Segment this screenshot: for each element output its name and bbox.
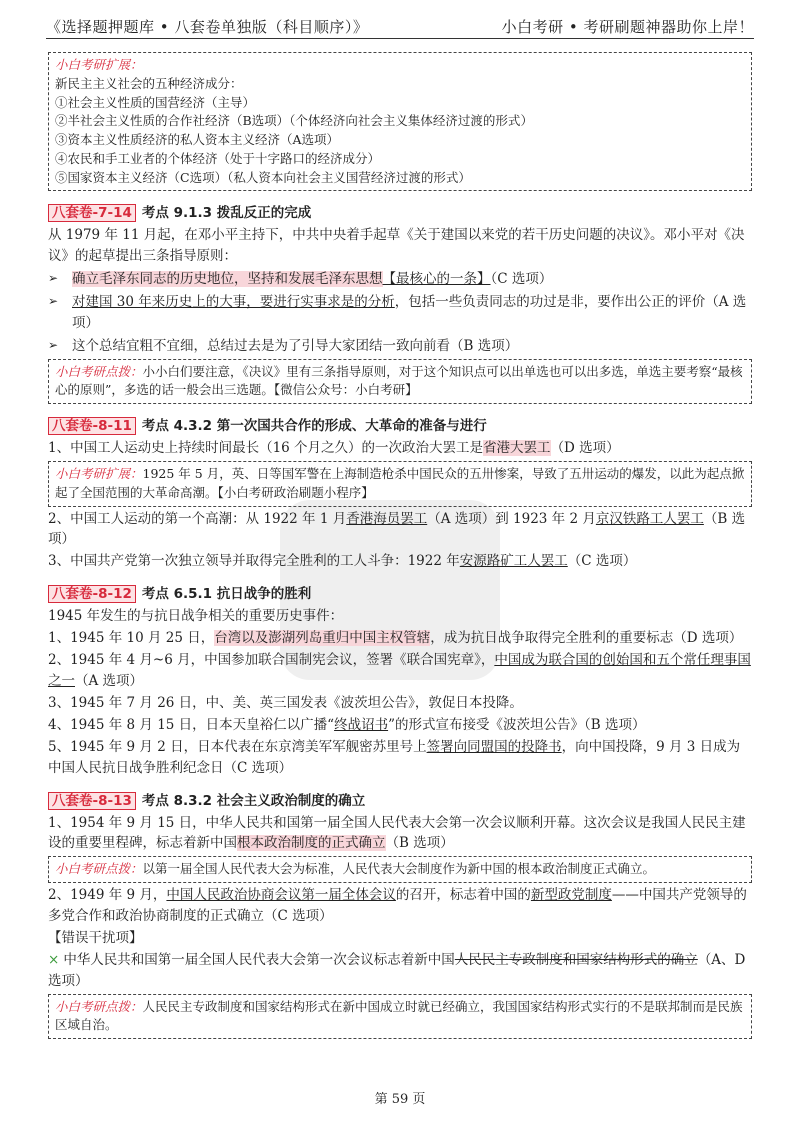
underlined-text: 对建国 30 年来历史上的大事，要进行实事求是的分析: [72, 293, 395, 310]
note-text: 小小白们要注意，《决议》里有三条指导原则，对于这个知识点可以出单选也可以出多选，单选主要考察“最核心的原则”，多选的话一般会出三选题。【微信公众号：小白考研】: [55, 363, 743, 398]
section-intro: 从 1979 年 11 月起，在邓小平主持下，中共中央着手起草《关于建国以来党的若干历史问题的决议》。邓小平对《决议》的起草提出三条指导原则：: [48, 227, 745, 265]
section-title: 考点 8.3.2 社会主义政治制度的确立: [141, 792, 366, 809]
fact-line: [48, 885, 752, 927]
section-tag: 八套卷-8-11: [48, 417, 136, 435]
line-text: ”的形式宣布接受《波茨坦公告》（B 选项）: [388, 716, 646, 733]
underlined-text: 签署向同盟国的投降书: [426, 738, 562, 755]
wrong-options-heading: 【错误干扰项】: [48, 929, 143, 946]
note-tag: 小白考研点拨：: [55, 861, 143, 877]
option-label: （D 选项）: [550, 440, 620, 457]
arrow-icon: ➢: [48, 271, 59, 286]
note-tag: 小白考研点拨：: [55, 998, 143, 1014]
fact-line: [48, 551, 752, 572]
highlight-text: 确立毛泽东同志的历史地位，坚持和发展毛泽东思想: [72, 271, 383, 288]
fact-line: 3、1945 年 7 月 26 日，中、美、英三国发表《波茨坦公告》，敦促日本投降。: [48, 694, 523, 711]
note-title: 新民主主义社会的五种经济成分：: [55, 75, 243, 91]
option-label: （C 选项）: [567, 553, 637, 570]
note-tag: 小白考研扩展：: [55, 466, 143, 482]
underlined-text: 新型政党制度: [530, 887, 612, 904]
underlined-text: 京汉铁路工人罢工: [595, 510, 704, 527]
section-title: 考点 6.5.1 抗日战争的胜利: [141, 586, 312, 603]
tip-note: [48, 359, 752, 405]
line-text: 4、1945 年 8 月 15 日，日本天皇裕仁以广播“: [48, 716, 335, 733]
line-text: ，成为抗日战争取得完全胜利的重要标志（D 选项）: [430, 630, 743, 647]
option-label: （A、D 选项）: [48, 951, 746, 989]
wrong-option-line: [48, 950, 752, 992]
section-tag: 八套卷-7-14: [48, 204, 136, 222]
line-text: 5、1945 年 9 月 2 日，日本代表在东京湾美军军舰密苏里号上: [48, 738, 427, 755]
fact-line: [48, 715, 752, 736]
underlined-text: 终战诏书: [334, 716, 389, 733]
economy-components-note: [48, 52, 752, 191]
line-text: 中华人民共和国第一届全国人民代表大会第一次会议标志着新中国: [63, 951, 455, 968]
fact-line: [48, 628, 752, 649]
struck-text: 人民民主专政制度和国家结构形式的确立: [454, 951, 698, 968]
header-left-title: 《选择题押题库 • 八套卷单独版（科目顺序）》: [46, 18, 369, 36]
section-8-12: [48, 584, 752, 778]
section-heading: [48, 791, 752, 812]
underlined-text: 安源路矿工人罢工: [459, 553, 568, 570]
line-text: 2、1949 年 9 月，: [48, 887, 167, 904]
fact-line: [48, 438, 752, 459]
principle-bullet: [48, 336, 752, 357]
principle-bullet: [48, 292, 752, 334]
note-text: 以第一届全国人民代表大会为标准，人民代表大会制度作为新中国的根本政治制度正式确立。: [142, 861, 656, 877]
note-item: ④农民和手工业者的个体经济（处于十字路口的经济成分）: [55, 150, 381, 166]
note-item: ③资本主义性质经济的私人资本主义经济（A选项）: [55, 132, 340, 147]
note-tag: 小白考研扩展：: [55, 57, 143, 72]
fact-line: [48, 813, 752, 855]
line-text: 3、中国共产党第一次独立领导并取得完全胜利的工人斗争：1922 年: [48, 553, 460, 570]
extension-note: [48, 461, 752, 507]
page-content: [48, 50, 752, 1041]
highlight-text: 台湾以及澎湖列岛重归中国主权管辖: [214, 630, 431, 647]
principle-bullet: [48, 269, 752, 290]
core-tag: 【最核心的一条】: [382, 271, 491, 288]
underlined-text: 香港海员罢工: [346, 510, 428, 527]
option-label: （B 选项）: [48, 510, 746, 548]
note-text: 1925 年 5 月，英、日等国军警在上海制造枪杀中国民众的五卅惨案，导致了五卅运动的爆发，以此为起点掀起了全国范围的大革命高潮。【小白考研政治刷题小程序】: [55, 466, 745, 500]
section-intro: 1945 年发生的与抗日战争相关的重要历史事件：: [48, 608, 344, 625]
page-number: 第 59 页: [374, 1092, 426, 1107]
line-text: ——中国共产党领导的多党合作和政治协商制度的正式确立（C 选项）: [48, 887, 747, 925]
bullet-text: ，包括一些负责同志的功过是非，要作出公正的评价（A 选项）: [72, 293, 747, 331]
highlight-text: 根本政治制度的正式确立: [237, 835, 386, 852]
line-text: 2、中国工人运动的第一个高潮：从 1922 年 1 月: [48, 510, 347, 527]
fact-line: [48, 650, 752, 692]
section-heading: [48, 584, 752, 605]
section-7-14: [48, 203, 752, 404]
tip-note: [48, 994, 752, 1040]
section-heading: [48, 416, 752, 437]
page-header: [46, 16, 754, 39]
fact-line: [48, 509, 752, 551]
line-text: （A 选项）到 1923 年 2 月: [427, 510, 596, 527]
tip-note: [48, 856, 752, 883]
highlight-text: 省港大罢工: [483, 440, 551, 457]
fact-line: [48, 737, 752, 779]
note-item: ①社会主义性质的国营经济（主导）: [55, 94, 256, 110]
line-text: 1、1954 年 9 月 15 日，中华人民共和国第一届全国人民代表大会第一次会议顺利开幕。这次会议是我国人民民主建设的重要里程碑，标志着新中国: [48, 814, 746, 852]
arrow-icon: ➢: [48, 293, 59, 308]
line-text: 1、中国工人运动史上持续时间最长（16 个月之久）的一次政治大罢工是: [48, 440, 484, 457]
option-label: （A 选项）: [75, 673, 144, 689]
option-label: （C 选项）: [490, 271, 553, 288]
section-8-11: [48, 416, 752, 572]
note-text: 人民民主专政制度和国家结构形式在新中国成立时就已经确立，我国国家结构形式实行的不是联邦制而是民族区域自治。: [55, 998, 743, 1033]
section-8-13: [48, 791, 752, 1040]
section-tag: 八套卷-8-12: [48, 585, 136, 603]
note-item: ②半社会主义性质的合作社经济（B选项）（个体经济向社会主义集体经济过渡的形式）: [55, 113, 533, 129]
header-right-slogan: 小白考研 • 考研刷题神器助你上岸！: [501, 18, 754, 36]
line-text: ，向中国投降，9 月 3 日成为中国人民抗日战争胜利纪念日（C 选项）: [48, 738, 741, 776]
line-text: 的召开，标志着中国的: [395, 887, 531, 904]
section-title: 考点 4.3.2 第一次国共合作的形成、大革命的准备与进行: [141, 418, 487, 435]
section-tag: 八套卷-8-13: [48, 792, 136, 810]
arrow-icon: ➢: [48, 337, 59, 352]
option-label: （B 选项）: [385, 835, 454, 852]
note-item: ⑤国家资本主义经济（C选项）（私人资本向社会主义国营经济过渡的形式）: [55, 169, 471, 185]
cross-icon: ×: [48, 951, 60, 968]
section-heading: [48, 203, 752, 224]
section-title: 考点 9.1.3 拨乱反正的完成: [141, 205, 312, 222]
line-text: 2、1945 年 4 月~6 月，中国参加联合国制宪会议，签署《联合国宪章》，: [48, 652, 495, 669]
line-text: 1、1945 年 10 月 25 日，: [48, 630, 215, 647]
note-tag: 小白考研点拨：: [55, 363, 143, 379]
underlined-text: 中国人民政治协商会议第一届全体会议: [166, 887, 396, 904]
bullet-text: 这个总结宜粗不宜细，总结过去是为了引导大家团结一致向前看（B 选项）: [72, 337, 519, 354]
underlined-text: 中国成为联合国的创始国和五个常任理事国之一: [48, 652, 751, 689]
